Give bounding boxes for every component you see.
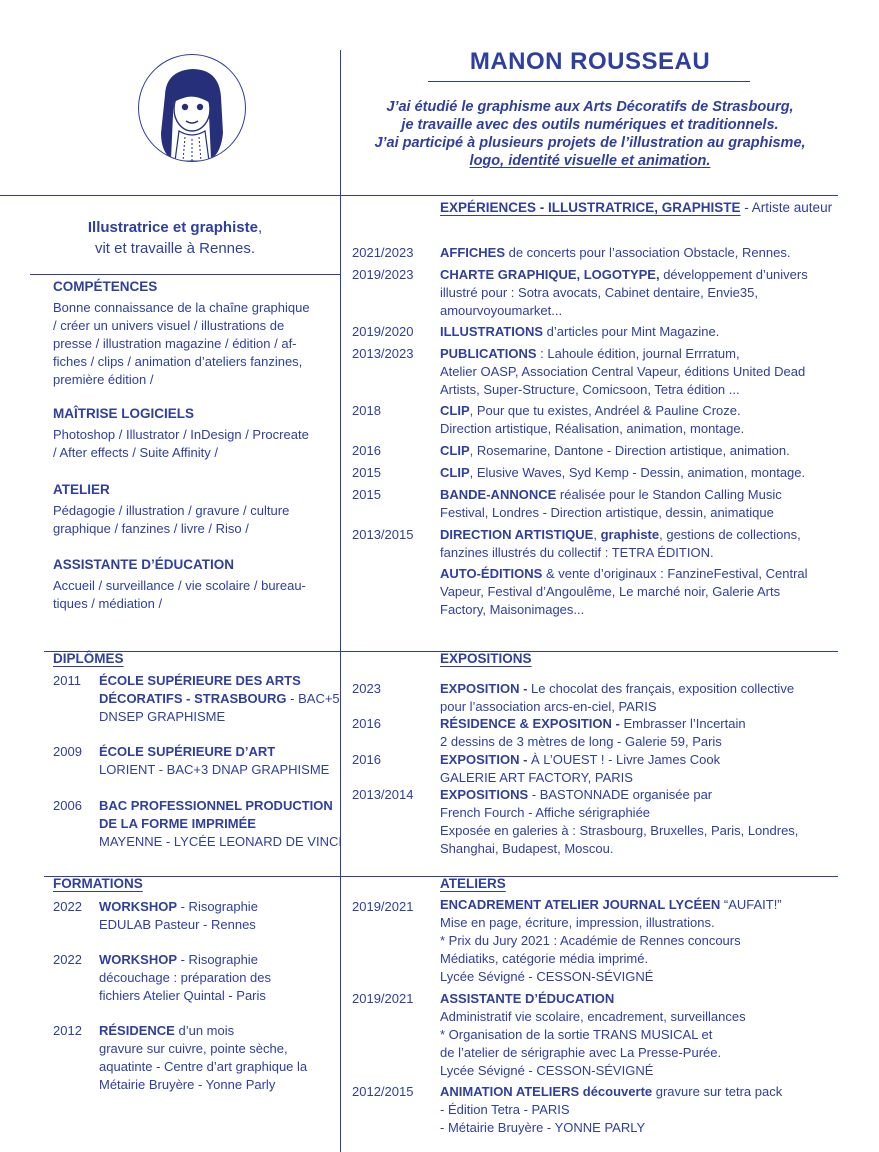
entry-title: RÉSIDENCE: [99, 1023, 175, 1038]
experience-entry: [440, 526, 801, 562]
entry-text: de l’atelier de sérigraphie avec La Presse-Purée.: [440, 1045, 722, 1060]
entry-title: EXPOSITION -: [440, 752, 528, 767]
entry-text: Mise en page, écriture, impression, illustrations.: [440, 915, 715, 930]
entry-title: ÉCOLE SUPÉRIEURE DES ARTS: [99, 673, 301, 688]
formation-year: 2022: [53, 952, 82, 967]
entry-text: Exposée en galeries à : Strasbourg, Bruxelles, Paris, Londres,: [440, 823, 799, 838]
exposition-year: 2016: [352, 716, 381, 731]
entry-text: Le chocolat des français, exposition collective: [527, 681, 795, 696]
formation-entry: [99, 1022, 307, 1094]
entry-text: EDULAB Pasteur - Rennes: [99, 917, 256, 932]
entry-text: Lycée Sévigné - CESSON-SÉVIGNÉ: [440, 969, 654, 984]
entry-title: WORKSHOP: [99, 899, 177, 914]
entry-text: 2 dessins de 3 mètres de long - Galerie 59, Paris: [440, 734, 722, 749]
formation-year: 2022: [53, 899, 82, 914]
diplome-entry: ÉCOLE SUPÉRIEURE DES ARTS DÉCORATIFS - STRASBOURG - BAC+5 DNSEP GRAPHISME: [99, 673, 340, 724]
exposition-entry: [440, 786, 798, 858]
diplome-entry: [99, 743, 329, 779]
entry-text: - Métairie Bruyère - YONNE PARLY: [440, 1120, 646, 1135]
skill-title: COMPÉTENCES: [53, 279, 158, 294]
entry-text: - Édition Tetra - PARIS: [440, 1102, 570, 1117]
experiences-header: [440, 200, 832, 215]
entry-text: aquatinte - Centre d’art graphique la: [99, 1059, 308, 1074]
entry-text: découchage : préparation des: [99, 970, 272, 985]
intro-line: J’ai étudié le graphisme aux Arts Décoratifs de Strasbourg,: [386, 99, 794, 115]
exposition-entry: [440, 715, 746, 751]
entry-title: CLIP: [440, 443, 470, 458]
entry-text: Shanghai, Budapest, Moscou.: [440, 841, 614, 856]
entry-text: ,: [593, 527, 601, 542]
experience-year: 2019/2020: [352, 324, 414, 339]
entry-text: Administratif vie scolaire, encadrement, surveillances: [440, 1009, 746, 1024]
entry-text: réalisée pour le Standon Calling Music: [556, 487, 782, 502]
formations-title: FORMATIONS: [53, 876, 143, 891]
intro-line: je travaille avec des outils numériques et traditionnels.: [401, 117, 779, 133]
entry-text: développement d’univers: [659, 267, 808, 282]
entry-text: Lycée Sévigné - CESSON-SÉVIGNÉ: [440, 1063, 654, 1078]
formation-year: 2012: [53, 1023, 82, 1038]
skill-logiciels: [53, 406, 323, 462]
experience-entry: [440, 266, 808, 320]
formation-entry: [99, 951, 271, 1005]
entry-title: BAC PROFESSIONNEL PRODUCTION: [99, 798, 333, 813]
skill-line: Accueil / surveillance / vie scolaire / bureau-: [53, 578, 306, 593]
entry-title: BANDE-ANNONCE: [440, 487, 557, 502]
entry-text: d’un mois: [174, 1023, 235, 1038]
experience-year: 2015: [352, 465, 381, 480]
experience-entry: [440, 464, 805, 482]
divider-ateliers: [340, 876, 838, 877]
intro-line: logo, identité visuelle et animation.: [469, 153, 711, 169]
skill-line: fiches / clips / animation d’ateliers fanzines,: [53, 354, 303, 369]
entry-title: EXPOSITIONS: [440, 787, 529, 802]
skill-text: [53, 577, 323, 613]
diplome-year: 2009: [53, 744, 82, 759]
entry-text: illustré pour : Sotra avocats, Cabinet dentaire, Envie35,: [440, 285, 758, 300]
exposition-entry: [440, 751, 720, 787]
entry-text: Vapeur, Festival d’Angoulême, Le marché noir, Galerie Arts: [440, 584, 781, 599]
skill-line: / créer un univers visuel / illustrations de: [53, 318, 285, 333]
entry-title: RÉSIDENCE & EXPOSITION -: [440, 716, 620, 731]
entry-text: “AUFAIT!”: [720, 897, 782, 912]
atelier-year: 2012/2015: [352, 1084, 414, 1099]
skill-title: ATELIER: [53, 482, 110, 497]
skill-line: graphique / fanzines / livre / Riso /: [53, 521, 249, 536]
divider-name: [428, 81, 750, 82]
experience-year: 2019/2023: [352, 267, 414, 282]
experience-entry: [440, 442, 790, 460]
experience-year: 2018: [352, 403, 381, 418]
exposition-year: 2013/2014: [352, 787, 414, 802]
entry-title: ÉCOLE SUPÉRIEURE D’ART: [99, 744, 276, 759]
entry-text: : Lahoule édition, journal Errratum,: [536, 346, 740, 361]
diplomes-title: DIPLÔMES: [53, 651, 124, 666]
entry-title: PUBLICATIONS: [440, 346, 537, 361]
experience-year: 2016: [352, 443, 381, 458]
experiences-title: EXPÉRIENCES - ILLUSTRATRICE, GRAPHISTE: [440, 200, 741, 215]
skill-line: Pédagogie / illustration / gravure / culture: [53, 503, 290, 518]
entry-text: GALERIE ART FACTORY, PARIS: [440, 770, 633, 785]
entry-text: , Pour que tu existes, Andréel & Pauline Croze.: [469, 403, 741, 418]
divider-header-left: [0, 195, 340, 196]
experience-year: 2013/2015: [352, 527, 414, 542]
entry-text: - BASTONNADE organisée par: [528, 787, 713, 802]
entry-text: * Organisation de la sortie TRANS MUSICAL et: [440, 1027, 713, 1042]
skill-competences: [53, 279, 323, 389]
experience-entry: [440, 345, 805, 399]
experiences-title-suffix: - Artiste auteur: [740, 200, 833, 215]
experience-entry: [440, 244, 790, 262]
diplome-year: 2006: [53, 798, 82, 813]
entry-title: DIRECTION ARTISTIQUE: [440, 527, 594, 542]
diplome-entry: [99, 797, 342, 851]
skill-line: presse / illustration magazine / édition / af-: [53, 336, 297, 351]
entry-text: Direction artistique, Réalisation, animation, montage.: [440, 421, 745, 436]
entry-text: pour l’association arcs-en-ciel, PARIS: [440, 699, 657, 714]
entry-title: EXPOSITION -: [440, 681, 528, 696]
entry-title: WORKSHOP: [99, 952, 177, 967]
entry-text: DNSEP GRAPHISME: [99, 709, 226, 724]
skill-line: Bonne connaissance de la chaîne graphique: [53, 300, 310, 315]
avatar: [138, 54, 246, 162]
experience-entry: [440, 565, 808, 619]
experience-year: 2021/2023: [352, 245, 414, 260]
formation-entry: [99, 898, 258, 934]
skill-text: [53, 299, 323, 389]
entry-text: fanzines illustrés du collectif : TETRA ÉDITION.: [440, 545, 714, 560]
entry-text: , Elusive Waves, Syd Kemp - Dessin, animation, montage.: [469, 465, 806, 480]
skill-title: MAÎTRISE LOGICIELS: [53, 406, 195, 421]
divider-tagline: [30, 274, 340, 275]
entry-text: - Risographie: [177, 952, 258, 967]
entry-text: - Risographie: [177, 899, 258, 914]
atelier-entry: ANIMATION ATELIERS découverte gravure sur tetra pack - Édition Tetra - PARIS - Métairie Bruyère - YONNE PARLY: [440, 1084, 783, 1135]
entry-inline-bold: graphiste: [600, 527, 660, 542]
experience-entry: [440, 402, 744, 438]
skill-line: Photoshop / Illustrator / InDesign / Procreate: [53, 427, 309, 442]
skill-line: tiques / médiation /: [53, 596, 163, 611]
tagline-location: vit et travaille à Rennes.: [94, 240, 256, 257]
experience-year: 2015: [352, 487, 381, 502]
entry-text: gravure sur cuivre, pointe sèche,: [99, 1041, 288, 1056]
experience-entry: [440, 323, 719, 341]
entry-text: Métairie Bruyère - Yonne Parly: [99, 1077, 276, 1092]
vertical-divider: [340, 50, 341, 1152]
entry-text: LORIENT - BAC+3 DNAP GRAPHISME: [99, 762, 330, 777]
skill-text: [53, 502, 323, 538]
role-title: Illustratrice et graphiste: [87, 219, 258, 236]
skill-assistante: [53, 557, 323, 613]
intro-line: J’ai participé à plusieurs projets de l’illustration au graphisme,: [374, 135, 806, 151]
tagline-comma: ,: [257, 219, 263, 236]
intro-text: [350, 98, 830, 170]
entry-title: CLIP: [440, 403, 470, 418]
entry-text: * Prix du Jury 2021 : Académie de Rennes concours: [440, 933, 741, 948]
entry-title: CHARTE GRAPHIQUE, LOGOTYPE,: [440, 267, 660, 282]
divider-expositions: [340, 651, 838, 652]
skill-line: première édition /: [53, 372, 154, 387]
entry-text: MAYENNE - LYCÉE LEONARD DE VINCI: [99, 834, 342, 849]
ateliers-title: ATELIERS: [440, 876, 506, 891]
entry-text: Festival, Londres - Direction artistique, dessin, animatique: [440, 505, 774, 520]
experience-entry: [440, 486, 782, 522]
skill-title: ASSISTANTE D’ÉDUCATION: [53, 557, 235, 572]
entry-text: & vente d’originaux : FanzineFestival, Central: [542, 566, 808, 581]
experience-year: 2013/2023: [352, 346, 414, 361]
entry-text: fichiers Atelier Quintal - Paris: [99, 988, 266, 1003]
exposition-entry: [440, 680, 794, 716]
entry-title: ILLUSTRATIONS: [440, 324, 544, 339]
entry-title: AUTO-ÉDITIONS: [440, 566, 543, 581]
skill-atelier: [53, 482, 323, 538]
portrait-illustration: [139, 55, 245, 161]
entry-text: d’articles pour Mint Magazine.: [543, 324, 720, 339]
expositions-title: EXPOSITIONS: [440, 651, 532, 666]
skill-text: [53, 426, 323, 462]
entry-text: À L’OUEST ! - Livre James Cook: [527, 752, 721, 767]
entry-title: ENCADREMENT ATELIER JOURNAL LYCÉEN: [440, 897, 721, 912]
entry-text: Médiatiks, catégorie média imprimé.: [440, 951, 649, 966]
divider-header-right: [340, 195, 838, 196]
entry-title: CLIP: [440, 465, 470, 480]
entry-title: DE LA FORME IMPRIMÉE: [99, 816, 256, 831]
tagline: [30, 217, 320, 259]
entry-title: ASSISTANTE D’ÉDUCATION: [440, 991, 615, 1006]
atelier-year: 2019/2021: [352, 991, 414, 1006]
entry-text: , Rosemarine, Dantone - Direction artistique, animation.: [469, 443, 790, 458]
exposition-year: 2023: [352, 681, 381, 696]
page-title: MANON ROUSSEAU: [469, 48, 711, 75]
diplome-year: 2011: [53, 673, 81, 688]
atelier-entry: [440, 990, 746, 1080]
entry-title: AFFICHES: [440, 245, 505, 260]
exposition-year: 2016: [352, 752, 381, 767]
atelier-year: 2019/2021: [352, 899, 414, 914]
entry-text: , gestions de collections,: [659, 527, 801, 542]
skill-line: / After effects / Suite Affinity /: [53, 445, 218, 460]
entry-text: French Fourch - Affiche sérigraphiée: [440, 805, 651, 820]
entry-text: gravure sur tetra pack: [652, 1084, 783, 1099]
entry-text: Embrasser l’Incertain: [619, 716, 746, 731]
entry-text: Artists, Super-Structure, Comicsoon, Tetra édition ...: [440, 382, 740, 397]
entry-text: amourvoyoumarket...: [440, 303, 563, 318]
entry-text: Atelier OASP, Association Central Vapeur, éditions United Dead: [440, 364, 806, 379]
atelier-entry: [440, 896, 782, 986]
entry-text: Factory, Maisonimages...: [440, 602, 585, 617]
entry-text: de concerts pour l’association Obstacle, Rennes.: [505, 245, 791, 260]
